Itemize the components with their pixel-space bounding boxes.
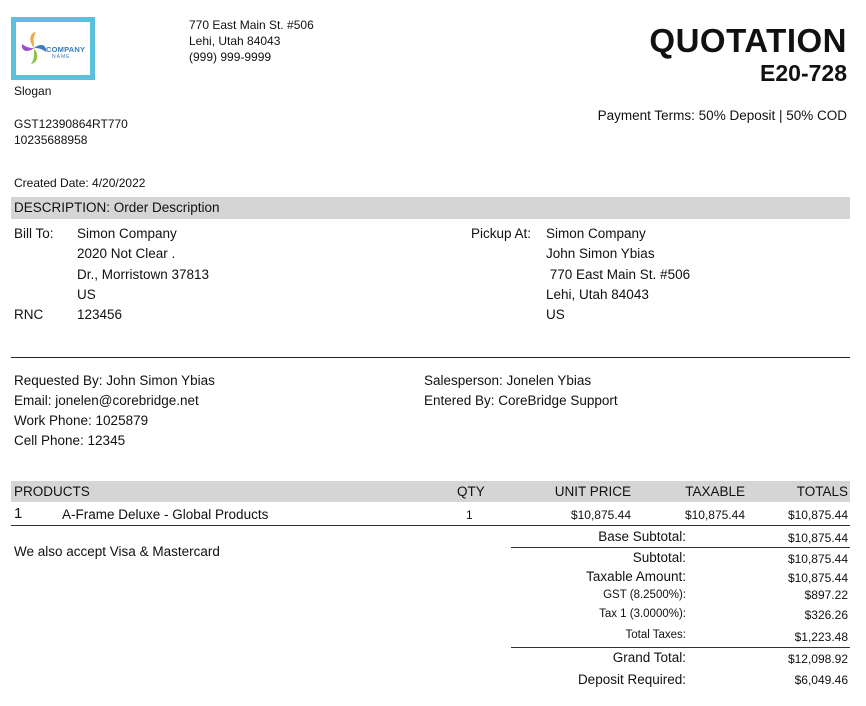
deposit-label: Deposit Required: xyxy=(577,672,686,687)
document-number: E20-728 xyxy=(760,60,847,86)
company-address-line1: 770 East Main St. #506 xyxy=(189,18,314,32)
tax-id-2: 10235688958 xyxy=(14,133,88,147)
payment-note: We also accept Visa & Mastercard xyxy=(14,544,220,559)
gst-value: $897.22 xyxy=(804,588,848,602)
base-subtotal-label: Base Subtotal: xyxy=(598,529,686,544)
grand-total-label: Grand Total: xyxy=(612,650,686,665)
header-unit-price: UNIT PRICE xyxy=(554,484,631,499)
company-phone: (999) 999-9999 xyxy=(189,50,272,64)
header-totals: TOTALS xyxy=(796,484,848,499)
pickup-line: Simon Company xyxy=(546,226,646,241)
rnc-label: RNC xyxy=(14,307,44,322)
requested-by: Requested By: John Simon Ybias xyxy=(14,373,215,388)
section-divider xyxy=(11,357,850,358)
pickup-line: 770 East Main St. #506 xyxy=(546,267,691,282)
total-taxes-value: $1,223.48 xyxy=(794,630,848,644)
pickup-line: John Simon Ybias xyxy=(546,246,655,261)
contact-email: Email: jonelen@corebridge.net xyxy=(14,393,199,408)
document-title: QUOTATION xyxy=(649,22,847,59)
header-taxable: TAXABLE xyxy=(685,484,745,499)
pickup-line: US xyxy=(546,307,565,322)
subtotal-value: $10,875.44 xyxy=(787,552,848,566)
logo-pinwheel-icon xyxy=(20,30,48,66)
deposit-value: $6,049.46 xyxy=(794,673,848,687)
logo-text: COMPANY xyxy=(46,45,86,54)
slogan: Slogan xyxy=(14,84,52,98)
bill-to-line: Simon Company xyxy=(77,226,177,241)
grand-total-value: $12,098.92 xyxy=(787,652,848,666)
salesperson: Salesperson: Jonelen Ybias xyxy=(424,373,592,388)
cell-phone: Cell Phone: 12345 xyxy=(14,433,126,448)
bill-to-line: Dr., Morristown 37813 xyxy=(77,267,210,282)
logo-subtext: NAME xyxy=(52,54,71,60)
products-table-header xyxy=(11,481,850,502)
bill-to-line: 2020 Not Clear . xyxy=(77,246,176,261)
company-logo xyxy=(11,17,95,80)
header-qty: QTY xyxy=(457,484,485,499)
row-number: 1 xyxy=(14,505,23,522)
rnc-value: 123456 xyxy=(77,307,123,322)
total-taxes-label: Total Taxes: xyxy=(625,629,686,641)
tax-id-1: GST12390864RT770 xyxy=(14,117,128,131)
row-product: A-Frame Deluxe - Global Products xyxy=(62,507,269,522)
payment-terms: Payment Terms: 50% Deposit | 50% COD xyxy=(597,108,847,123)
taxable-amount-label: Taxable Amount: xyxy=(586,569,686,584)
entered-by: Entered By: CoreBridge Support xyxy=(424,393,618,408)
header-products: PRODUCTS xyxy=(14,484,90,499)
pickup-line: Lehi, Utah 84043 xyxy=(546,287,649,302)
description-bar: DESCRIPTION: Order Description xyxy=(11,197,850,219)
row-taxable: $10,875.44 xyxy=(684,508,745,522)
tax1-label: Tax 1 (3.0000%): xyxy=(599,608,686,620)
created-date: Created Date: 4/20/2022 xyxy=(14,176,146,190)
pickup-label: Pickup At: xyxy=(471,226,532,241)
work-phone: Work Phone: 1025879 xyxy=(14,413,149,428)
row-qty: 1 xyxy=(466,508,473,522)
row-total: $10,875.44 xyxy=(787,508,848,522)
subtotal-label: Subtotal: xyxy=(632,550,686,565)
bill-to-line: US xyxy=(77,287,96,302)
taxable-amount-value: $10,875.44 xyxy=(787,571,848,585)
company-address-line2: Lehi, Utah 84043 xyxy=(189,34,281,48)
gst-label: GST (8.2500%): xyxy=(603,589,686,601)
row-divider xyxy=(11,525,850,526)
tax1-value: $326.26 xyxy=(804,608,848,622)
row-unit-price: $10,875.44 xyxy=(570,508,631,522)
base-subtotal-value: $10,875.44 xyxy=(787,531,848,545)
bill-to-label: Bill To: xyxy=(14,226,54,241)
